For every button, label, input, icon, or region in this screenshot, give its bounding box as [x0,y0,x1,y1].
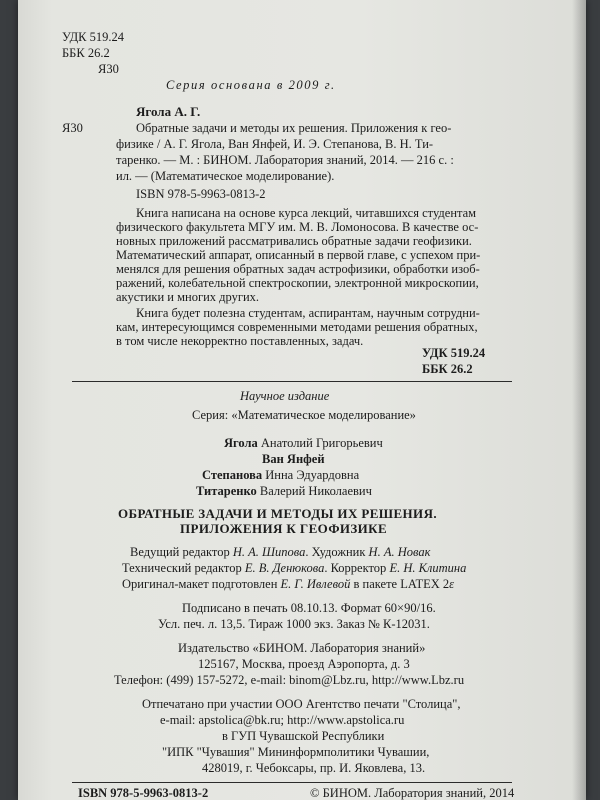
abstract-p1-6: акустики и многих других. [116,290,260,304]
abstract-p2-2: в том числе некорректно поставленных, задач. [116,334,364,348]
author-name: Инна Эдуардовна [265,468,360,482]
header-udk: УДК 519.24 [62,30,124,44]
show-through-shadow: ​ [167,10,169,27]
abstract-p1-2: новных приложений рассматривались обратные задачи геофизики. [116,234,472,248]
staff-row-1: Технический редактор Е. В. Денюкова. Корректор Е. Н. Клитина [122,561,467,575]
series-note: Серия основана в 2009 г. [166,78,336,92]
author-name: Анатолий Григорьевич [260,436,383,450]
entry-author: Ягола А. Г. [136,104,201,119]
printer-line-2: в ГУП Чувашской Республики [222,729,385,743]
header-bbk: ББК 26.2 [62,46,110,60]
printer-line-4: 428019, г. Чебоксары, пр. И. Яковлева, 13. [202,761,426,775]
page-edge-shadow [572,0,586,800]
imprint-series: Серия: «Математическое моделирование» [192,408,416,422]
abstract-p2-1: кам, интересующимся современными методами решения обратных, [116,320,478,334]
printer-line-1: e-mail: apstolica@bk.ru; http://www.apstolica.ru [160,713,405,727]
abstract-bbk: ББК 26.2 [422,362,473,376]
author-surname: Степанова [202,468,263,482]
header-code: Я30 [98,62,119,76]
publisher-line-0: Издательство «БИНОМ. Лаборатория знаний» [178,641,426,655]
author-row-3 [196,484,372,499]
abstract-p1-4: менялся для решения обратных задач астрофизики, обработки изоб- [116,262,480,276]
publisher-line-1: 125167, Москва, проезд Аэропорта, д. 3 [198,657,410,671]
abstract-p1-0: Книга написана на основе курса лекций, читавшихся студентам [136,206,477,220]
print-line-1: Усл. печ. л. 13,5. Тираж 1000 экз. Заказ № К-12031. [158,617,430,631]
abstract-p1-3: Математический аппарат, описанный в первой главе, с успехом при- [116,248,481,262]
entry-desc-1: физике / А. Г. Ягола, Ван Янфей, И. Э. Степанова, В. Н. Ти- [116,137,434,151]
imprint-kind: Научное издание [240,389,330,403]
entry-isbn: ISBN 978-5-9963-0813-2 [136,187,266,201]
book-title-line-2: ПРИЛОЖЕНИЯ К ГЕОФИЗИКЕ [180,521,388,536]
book-page [18,0,586,800]
footer-copyright: © БИНОМ. Лаборатория знаний, 2014 [310,786,515,800]
entry-desc-0: Обратные задачи и методы их решения. Приложения к гео- [136,121,452,135]
print-line-0: Подписано в печать 08.10.13. Формат 60×90/16. [182,601,436,615]
staff-row-0: Ведущий редактор Н. А. Шипова. Художник Н. А. Новак [130,545,431,559]
publisher-line-2: Телефон: (499) 157-5272, e-mail: binom@Lbz.ru, http://www.Lbz.ru [114,673,465,687]
entry-code: Я30 [62,121,83,135]
entry-desc-2: таренко. — М. : БИНОМ. Лаборатория знаний, 2014. — 216 с. : [116,153,454,167]
abstract-p2-0: Книга будет полезна студентам, аспирантам, научным сотрудни- [136,306,480,320]
author-name: Валерий Николаевич [259,484,372,498]
book-title-line-1: ОБРАТНЫЕ ЗАДАЧИ И МЕТОДЫ ИХ РЕШЕНИЯ. [118,506,438,521]
author-row-0 [224,436,383,451]
printer-line-3: "ИПК "Чувашия" Мининформполитики Чувашии, [162,745,430,759]
author-surname: Ягола [224,436,258,450]
abstract-udk: УДК 519.24 [422,346,486,360]
abstract-p1-1: физического факультета МГУ им. М. В. Ломоносова. В качестве ос- [116,220,479,234]
author-row-2 [202,468,359,483]
footer-isbn: ISBN 978-5-9963-0813-2 [78,786,209,800]
author-surname: Титаренко [196,484,257,498]
divider-bottom [72,782,512,783]
divider-top [72,381,512,382]
author-surname: Ван Янфей [262,452,325,466]
abstract-p1-5: ражений, колебательной спектроскопии, электронной микроскопии, [116,276,479,290]
staff-row-2: Оригинал-макет подготовлен Е. Г. Ивлевой в пакете LATEX 2ε [122,577,455,591]
entry-desc-3: ил. — (Математическое моделирование). [116,169,335,183]
printer-line-0: Отпечатано при участии ООО Агентство печати "Столица", [142,697,461,711]
author-row-1 [262,452,325,467]
